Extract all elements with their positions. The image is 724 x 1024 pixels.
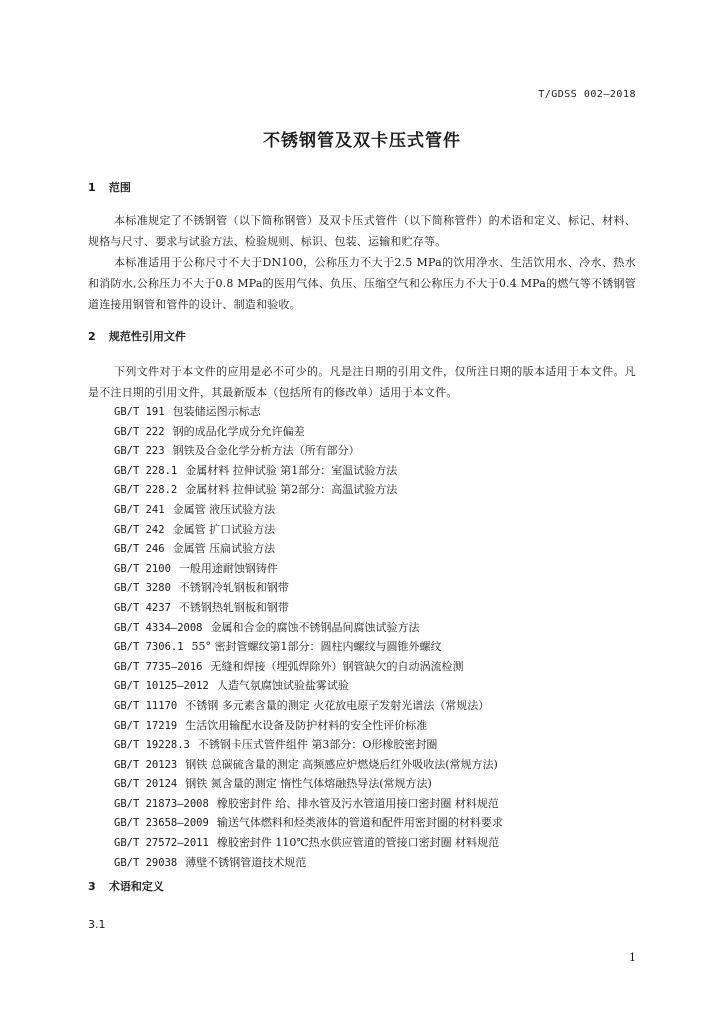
reference-item	[114, 402, 503, 422]
reference-item	[114, 833, 503, 853]
reference-code: GB/T 21873—2008	[114, 797, 209, 810]
section-heading-references	[88, 328, 186, 344]
reference-item	[114, 578, 503, 598]
reference-title: 无缝和焊接（埋弧焊除外）钢管缺欠的自动涡流检测	[210, 659, 464, 673]
reference-title: 钢铁 氮含量的测定 惰性气体熔融热导法(常规方法)	[185, 777, 432, 791]
scope-paragraph-1: 本标准规定了不锈钢管（以下简称钢管）及双卡压式管件（以下简称管件）的术语和定义、标记、材料、规格与尺寸、要求与试验方法、检验规则、标识、包装、运输和贮存等。	[88, 214, 636, 248]
reference-item	[114, 755, 503, 775]
reference-item	[114, 716, 503, 736]
reference-title: 输送气体燃料和烃类液体的管道和配件用密封圈的材料要求	[216, 816, 503, 830]
reference-item	[114, 422, 503, 442]
reference-title: 金属和合金的腐蚀不锈钢晶间腐蚀试验方法	[210, 620, 420, 634]
reference-item	[114, 618, 503, 638]
reference-code: GB/T 17219	[114, 719, 178, 732]
section-title: 范围	[108, 181, 131, 194]
reference-code: GB/T 241	[114, 503, 165, 516]
reference-title: 钢铁及合金化学分析方法（所有部分）	[172, 444, 360, 458]
reference-item	[114, 461, 503, 481]
reference-code: GB/T 246	[114, 543, 165, 556]
reference-code: GB/T 2100	[114, 562, 171, 575]
reference-title: 不锈钢热轧钢板和钢带	[178, 600, 289, 614]
reference-item	[114, 794, 503, 814]
reference-item	[114, 813, 503, 833]
reference-code: GB/T 7735—2016	[114, 660, 203, 673]
reference-item	[114, 676, 503, 696]
reference-item	[114, 774, 503, 794]
section-title: 术语和定义	[108, 880, 164, 893]
reference-code: GB/T 29038	[114, 856, 178, 869]
reference-item	[114, 637, 503, 657]
reference-title: 一般用途耐蚀钢铸件	[178, 561, 278, 575]
reference-item	[114, 598, 503, 618]
references-intro: 下列文件对于本文件的应用是必不可少的。凡是注日期的引用文件，仅所注日期的版本适用于本文件。凡是不注日期的引用文件，其最新版本（包括所有的修改单）适用于本文件。	[88, 365, 636, 399]
reference-code: GB/T 4237	[114, 601, 171, 614]
reference-code: GB/T 23658—2009	[114, 817, 209, 830]
reference-title: 不锈钢卡压式管件组件 第3部分：O形橡胶密封圈	[197, 738, 438, 752]
subclause-number: 3.1	[88, 918, 106, 931]
reference-title: 金属管 扩口试验方法	[172, 522, 276, 536]
reference-item	[114, 520, 503, 540]
reference-code: GB/T 7306.1	[114, 641, 184, 654]
reference-code: GB/T 3280	[114, 582, 171, 595]
section-title: 规范性引用文件	[108, 330, 186, 343]
reference-title: 金属管 压扁试验方法	[172, 542, 276, 556]
page-number: 1	[629, 951, 636, 964]
reference-code: GB/T 222	[114, 425, 165, 438]
reference-title: 钢铁 总碳硫含量的测定 高频感应炉燃烧后红外吸收法(常规方法)	[185, 757, 498, 771]
reference-code: GB/T 20123	[114, 758, 178, 771]
reference-code: GB/T 27572—2011	[114, 837, 209, 850]
document-title: 不锈钢管及双卡压式管件	[263, 131, 461, 151]
reference-title: 55° 密封管螺纹第1部分：圆柱内螺纹与圆锥外螺纹	[191, 640, 442, 654]
reference-title: 薄壁不锈钢管道技术规范	[185, 855, 307, 869]
reference-item	[114, 441, 503, 461]
section-heading-terms	[88, 878, 164, 894]
reference-title: 不锈钢 多元素含量的测定 火花放电原子发射光谱法（常规法）	[185, 698, 490, 712]
reference-item	[114, 500, 503, 520]
reference-list	[114, 402, 503, 872]
reference-code: GB/T 242	[114, 523, 165, 536]
reference-title: 橡胶密封件 110℃热水供应管道的管接口密封圈 材料规范	[216, 836, 500, 850]
reference-item	[114, 696, 503, 716]
reference-item	[114, 657, 503, 677]
reference-title: 钢的成品化学成分允许偏差	[172, 424, 305, 438]
reference-code: GB/T 10125—2012	[114, 680, 209, 693]
scope-paragraph-2: 本标准适用于公称尺寸不大于DN100，公称压力不大于2.5 MPa的饮用净水、生活饮用水、冷水、热水和消防水,公称压力不大于0.8 MPa的医用气体、负压、压缩空气和公称压力不大于0.4 MPa的燃气等不锈钢管道连接用钢管和管件的设计、制造和验收。	[88, 256, 636, 311]
reference-code: GB/T 191	[114, 406, 165, 418]
reference-code: GB/T 223	[114, 445, 165, 458]
reference-title: 不锈钢冷轧钢板和钢带	[178, 581, 289, 595]
reference-title: 金属材料 拉伸试验 第1部分：室温试验方法	[185, 463, 398, 477]
reference-item	[114, 559, 503, 579]
reference-title: 橡胶密封件 给、排水管及污水管道用接口密封圈 材料规范	[216, 796, 499, 810]
reference-code: GB/T 4334—2008	[114, 621, 203, 634]
section-heading-scope	[88, 179, 131, 195]
reference-title: 金属管 液压试验方法	[172, 502, 276, 516]
reference-title: 包装储运图示标志	[172, 405, 261, 418]
reference-title: 人造气氛腐蚀试验盐雾试验	[216, 679, 349, 693]
reference-item	[114, 539, 503, 559]
reference-item	[114, 480, 503, 500]
reference-code: GB/T 228.1	[114, 464, 178, 477]
reference-item	[114, 853, 503, 873]
reference-code: GB/T 19228.3	[114, 739, 190, 752]
reference-title: 金属材料 拉伸试验 第2部分：高温试验方法	[185, 483, 398, 497]
reference-code: GB/T 228.2	[114, 484, 178, 497]
section-number: 1	[88, 181, 96, 194]
reference-item	[114, 735, 503, 755]
section-number: 2	[88, 330, 96, 343]
reference-code: GB/T 11170	[114, 699, 178, 712]
section-number: 3	[88, 880, 96, 893]
reference-title: 生活饮用输配水设备及防护材料的安全性评价标准	[185, 718, 428, 732]
standard-code: T/GDSS 002—2018	[538, 89, 636, 100]
reference-code: GB/T 20124	[114, 778, 178, 791]
